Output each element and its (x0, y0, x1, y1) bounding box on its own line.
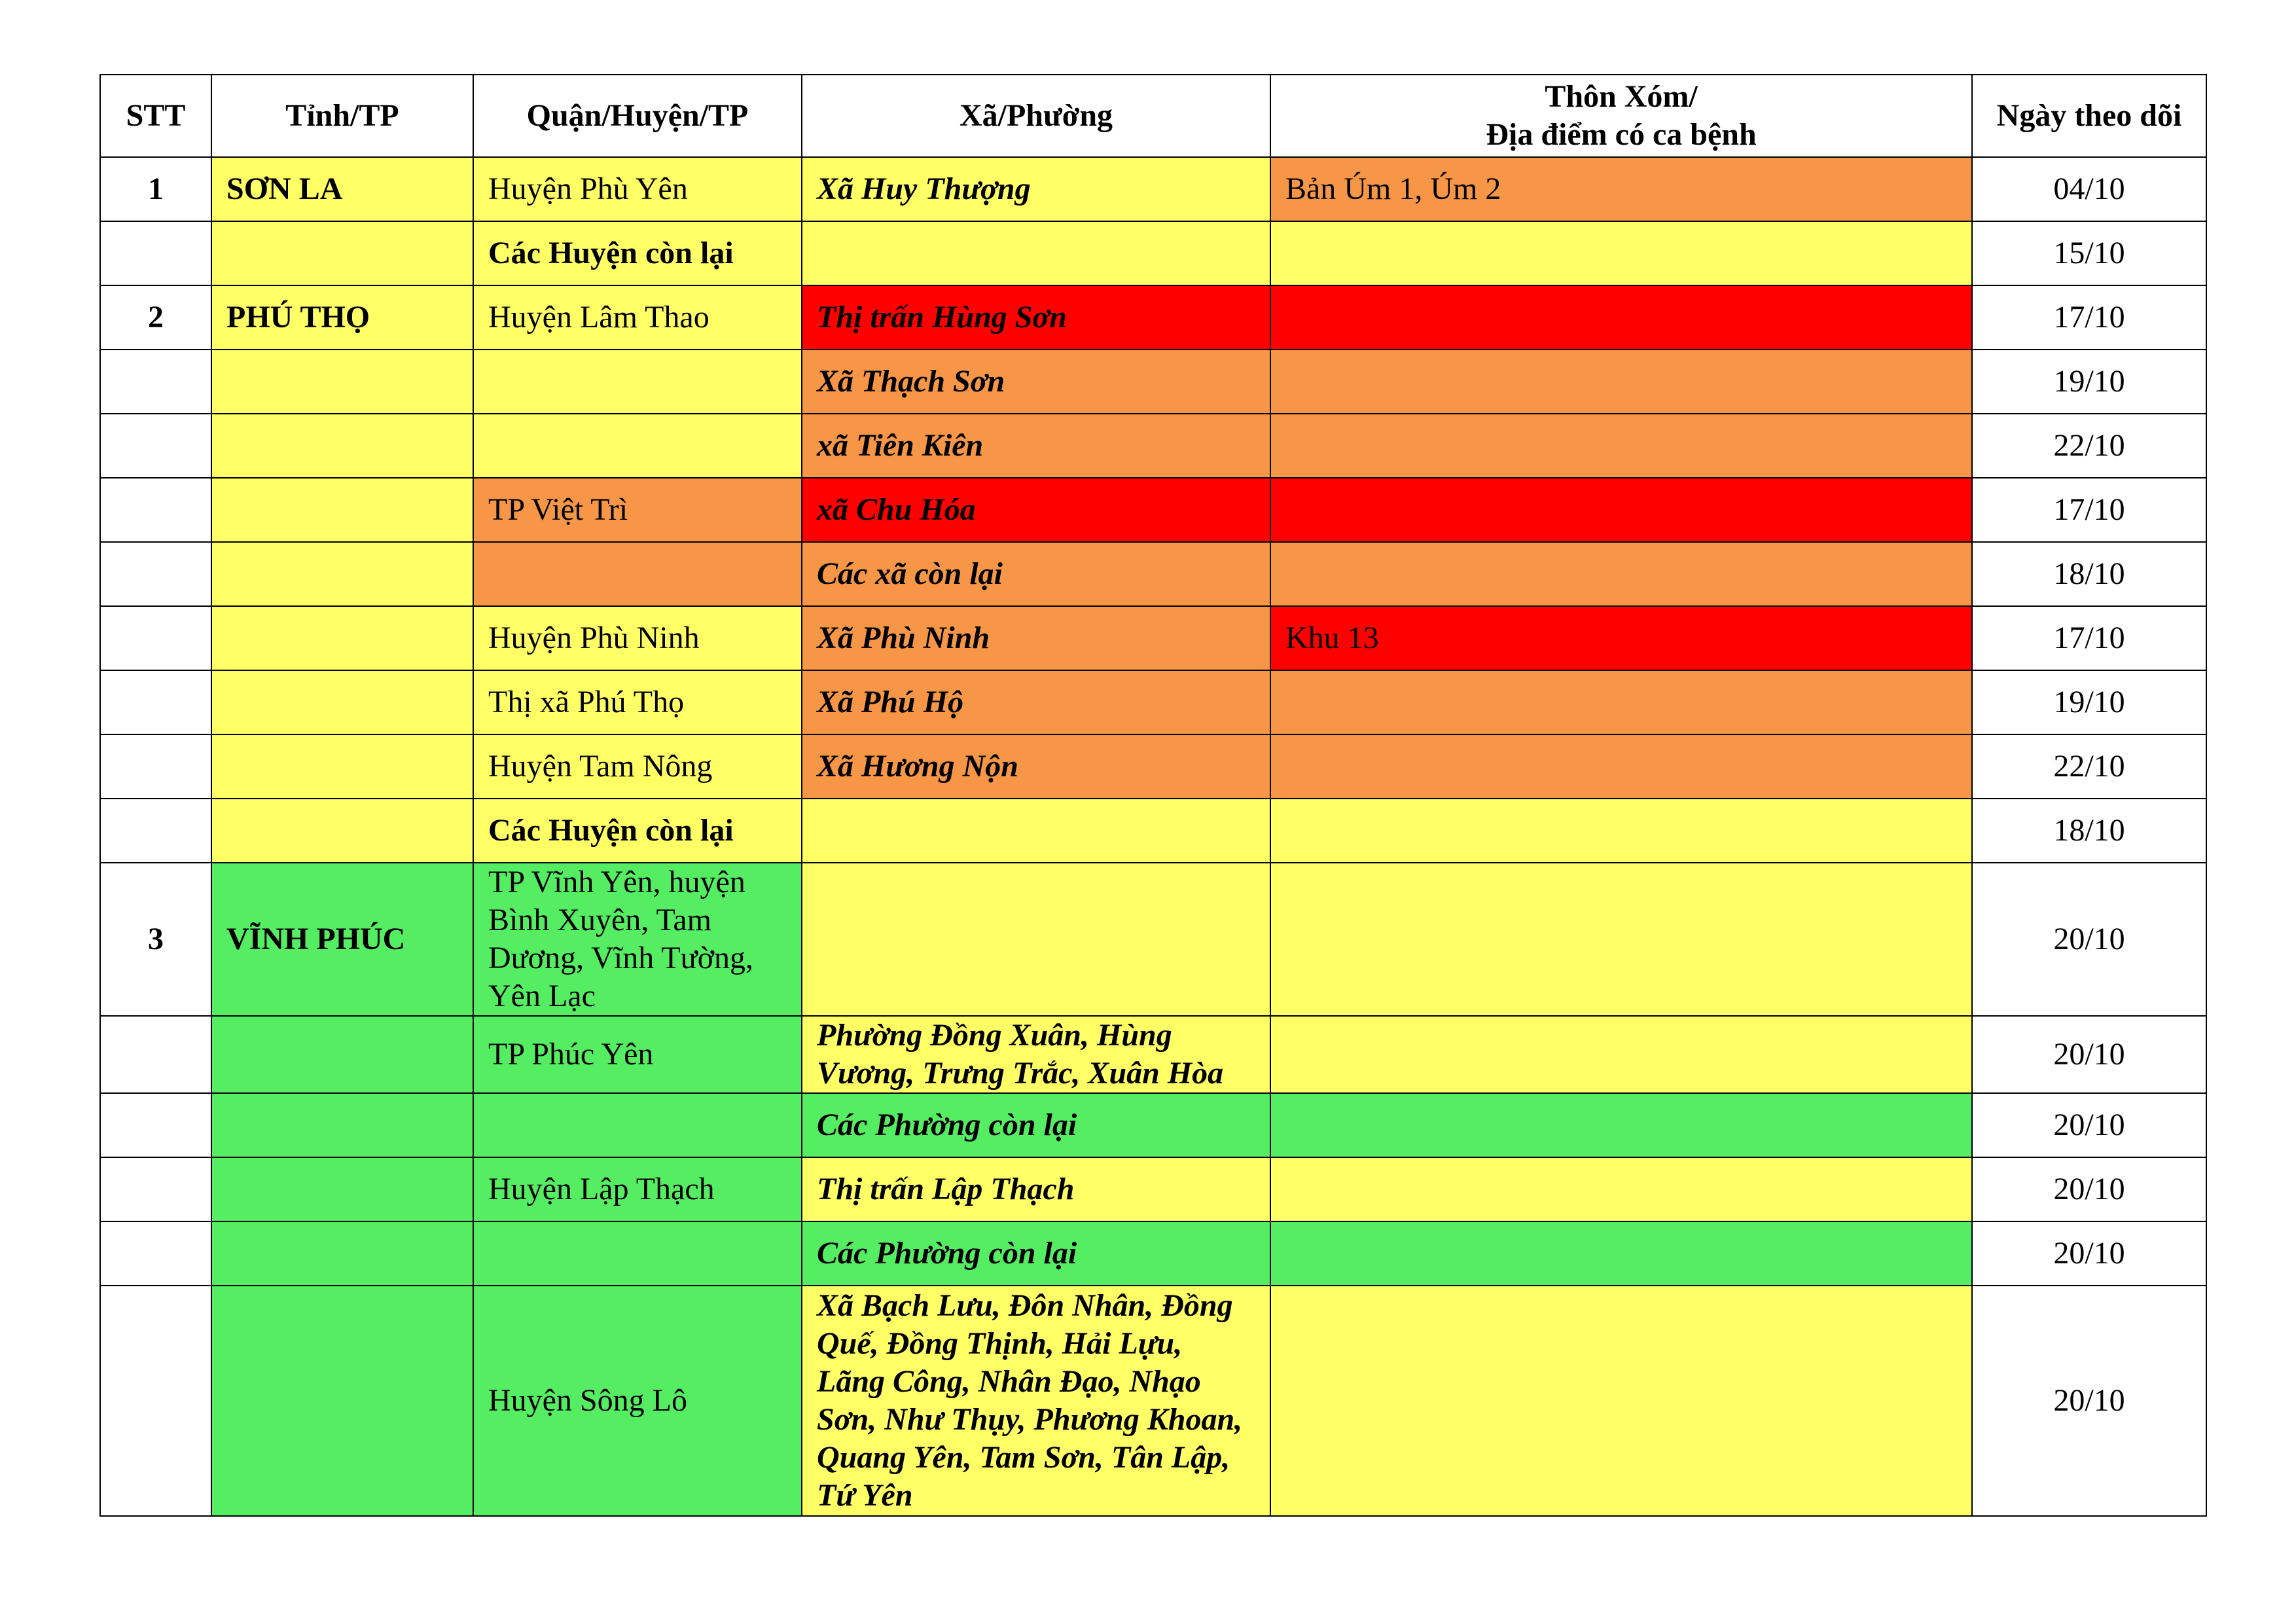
cell-date: 19/10 (1972, 670, 2206, 734)
cell-stt: 3 (100, 863, 211, 1016)
header-stt: STT (100, 75, 211, 157)
table-row (100, 285, 2206, 350)
cell-province (211, 1286, 473, 1516)
cell-province (211, 221, 473, 285)
cell-date: 20/10 (1972, 1221, 2206, 1286)
header-date: Ngày theo dõi (1972, 75, 2206, 157)
table-row (100, 1157, 2206, 1221)
cell-province: PHÚ THỌ (211, 285, 473, 350)
cell-stt (100, 1093, 211, 1157)
cell-hamlet (1270, 285, 1972, 350)
cell-date: 20/10 (1972, 1093, 2206, 1157)
cell-stt (100, 542, 211, 606)
cell-stt (100, 734, 211, 799)
cell-province (211, 1157, 473, 1221)
cell-province (211, 799, 473, 863)
table-row (100, 606, 2206, 670)
cell-ward: Xã Phù Ninh (802, 606, 1270, 670)
cell-district (473, 350, 802, 414)
cell-ward: Thị trấn Lập Thạch (802, 1157, 1270, 1221)
cell-date: 20/10 (1972, 1016, 2206, 1093)
tracking-table (99, 74, 2207, 1517)
table-row (100, 1286, 2206, 1516)
cell-district: Huyện Lập Thạch (473, 1157, 802, 1221)
header-hamlet-line2: Địa điểm có ca bệnh (1486, 117, 1757, 152)
header-ward: Xã/Phường (802, 75, 1270, 157)
cell-hamlet (1270, 1221, 1972, 1286)
cell-date: 18/10 (1972, 799, 2206, 863)
cell-hamlet (1270, 478, 1972, 542)
cell-stt: 1 (100, 157, 211, 221)
header-province: Tỉnh/TP (211, 75, 473, 157)
cell-hamlet: Khu 13 (1270, 606, 1972, 670)
cell-district (473, 1221, 802, 1286)
cell-hamlet (1270, 350, 1972, 414)
cell-ward: xã Tiên Kiên (802, 414, 1270, 478)
cell-hamlet (1270, 1157, 1972, 1221)
cell-ward: Xã Huy Thượng (802, 157, 1270, 221)
cell-district (473, 1093, 802, 1157)
cell-district: Huyện Sông Lô (473, 1286, 802, 1516)
cell-stt (100, 1157, 211, 1221)
cell-ward (802, 863, 1270, 1016)
cell-ward: Xã Bạch Lưu, Đôn Nhân, Đồng Quế, Đồng Thịnh, Hải Lựu, Lãng Công, Nhân Đạo, Nhạo Sơn, Như Thụy, Phương Khoan, Quang Yên, Tam Sơn, Tân Lập, Tứ Yên (802, 1286, 1270, 1516)
cell-province: VĨNH PHÚC (211, 863, 473, 1016)
cell-stt (100, 1221, 211, 1286)
cell-district: TP Vĩnh Yên, huyện Bình Xuyên, Tam Dương, Vĩnh Tường, Yên Lạc (473, 863, 802, 1016)
table-row (100, 414, 2206, 478)
cell-date: 15/10 (1972, 221, 2206, 285)
cell-hamlet (1270, 799, 1972, 863)
cell-stt (100, 606, 211, 670)
cell-ward: Xã Hương Nộn (802, 734, 1270, 799)
table-row (100, 542, 2206, 606)
header-hamlet (1270, 75, 1972, 157)
cell-district: TP Phúc Yên (473, 1016, 802, 1093)
cell-district: Huyện Phù Ninh (473, 606, 802, 670)
cell-district (473, 542, 802, 606)
cell-hamlet (1270, 1286, 1972, 1516)
cell-date: 17/10 (1972, 478, 2206, 542)
table-row (100, 1016, 2206, 1093)
cell-stt (100, 1016, 211, 1093)
cell-stt: 2 (100, 285, 211, 350)
cell-date: 17/10 (1972, 606, 2206, 670)
cell-province (211, 670, 473, 734)
cell-district: Huyện Phù Yên (473, 157, 802, 221)
cell-hamlet (1270, 1016, 1972, 1093)
cell-ward: Xã Phú Hộ (802, 670, 1270, 734)
cell-hamlet: Bản Úm 1, Úm 2 (1270, 157, 1972, 221)
table-row (100, 734, 2206, 799)
cell-stt (100, 350, 211, 414)
cell-ward: Các xã còn lại (802, 542, 1270, 606)
cell-hamlet (1270, 863, 1972, 1016)
header-district: Quận/Huyện/TP (473, 75, 802, 157)
cell-stt (100, 799, 211, 863)
cell-province (211, 478, 473, 542)
table-row (100, 799, 2206, 863)
cell-ward: Phường Đồng Xuân, Hùng Vương, Trưng Trắc, Xuân Hòa (802, 1016, 1270, 1093)
cell-hamlet (1270, 670, 1972, 734)
cell-ward: xã Chu Hóa (802, 478, 1270, 542)
cell-date: 17/10 (1972, 285, 2206, 350)
cell-date: 04/10 (1972, 157, 2206, 221)
cell-ward: Thị trấn Hùng Sơn (802, 285, 1270, 350)
cell-date: 20/10 (1972, 863, 2206, 1016)
table-row (100, 350, 2206, 414)
table-row (100, 221, 2206, 285)
cell-date: 22/10 (1972, 414, 2206, 478)
cell-date: 18/10 (1972, 542, 2206, 606)
cell-stt (100, 221, 211, 285)
cell-hamlet (1270, 221, 1972, 285)
table-row (100, 1093, 2206, 1157)
cell-province (211, 414, 473, 478)
cell-hamlet (1270, 542, 1972, 606)
cell-district: Các Huyện còn lại (473, 799, 802, 863)
cell-province (211, 734, 473, 799)
cell-province (211, 1221, 473, 1286)
cell-province: SƠN LA (211, 157, 473, 221)
table-row (100, 157, 2206, 221)
cell-stt (100, 414, 211, 478)
cell-date: 20/10 (1972, 1286, 2206, 1516)
cell-ward: Các Phường còn lại (802, 1093, 1270, 1157)
cell-province (211, 350, 473, 414)
cell-ward (802, 799, 1270, 863)
cell-stt (100, 670, 211, 734)
cell-province (211, 606, 473, 670)
header-hamlet-line1: Thôn Xóm/ (1545, 79, 1698, 114)
cell-hamlet (1270, 1093, 1972, 1157)
header-row (100, 75, 2206, 157)
cell-stt (100, 1286, 211, 1516)
cell-date: 19/10 (1972, 350, 2206, 414)
cell-province (211, 1016, 473, 1093)
cell-province (211, 542, 473, 606)
table-row (100, 670, 2206, 734)
cell-date: 22/10 (1972, 734, 2206, 799)
cell-stt (100, 478, 211, 542)
cell-hamlet (1270, 734, 1972, 799)
cell-district: TP Việt Trì (473, 478, 802, 542)
cell-district: Thị xã Phú Thọ (473, 670, 802, 734)
cell-district: Các Huyện còn lại (473, 221, 802, 285)
cell-district: Huyện Tam Nông (473, 734, 802, 799)
cell-ward (802, 221, 1270, 285)
cell-province (211, 1093, 473, 1157)
table-row (100, 478, 2206, 542)
table-row (100, 863, 2206, 1016)
cell-hamlet (1270, 414, 1972, 478)
cell-date: 20/10 (1972, 1157, 2206, 1221)
cell-district: Huyện Lâm Thao (473, 285, 802, 350)
table-row (100, 1221, 2206, 1286)
cell-ward: Các Phường còn lại (802, 1221, 1270, 1286)
cell-ward: Xã Thạch Sơn (802, 350, 1270, 414)
cell-district (473, 414, 802, 478)
